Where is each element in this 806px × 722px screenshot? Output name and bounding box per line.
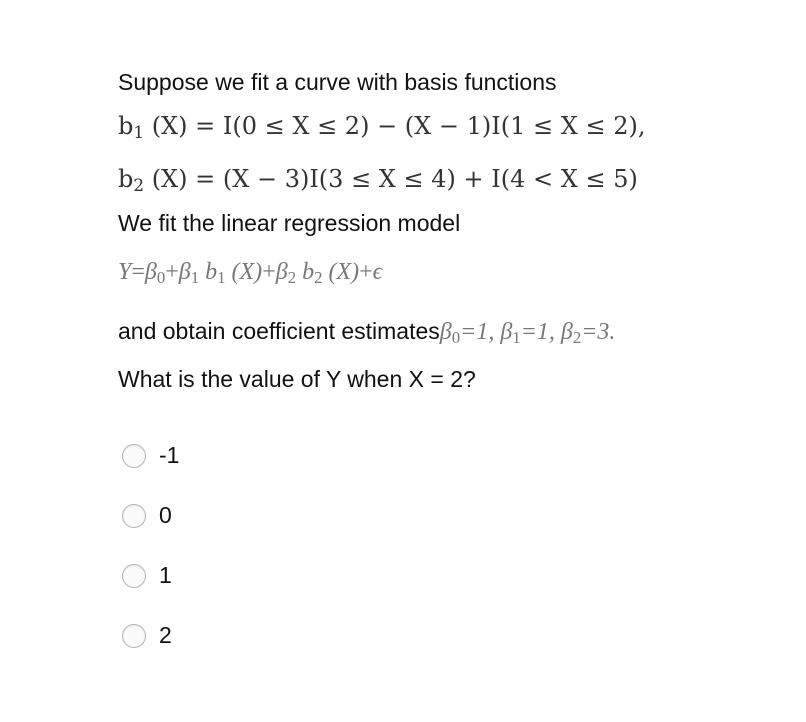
answer-option-label: 2 xyxy=(159,622,172,648)
answer-option[interactable] xyxy=(122,442,179,469)
answer-option-label: -1 xyxy=(159,442,180,468)
b2-expression: (X) = (X − 3)I(3 ≤ X ≤ 4) + I(4 < X ≤ 5) xyxy=(144,165,638,193)
radio-button[interactable] xyxy=(122,564,146,588)
b1-name: b xyxy=(118,112,134,140)
question-prompt: What is the value of Y when X = 2? xyxy=(118,366,476,392)
radio-button[interactable] xyxy=(122,504,146,528)
question-intro: Suppose we fit a curve with basis functions xyxy=(118,69,557,95)
regression-model-formula: $Y=\beta_0+\beta_1$ $b_1$ $(X)+\beta_2$ $b_2$ (X)+ϵ xyxy=(118,259,383,288)
estimates-text: and obtain coefficient estimates xyxy=(118,318,440,344)
radio-button[interactable] xyxy=(122,444,146,468)
b1-subscript: 1 xyxy=(133,122,145,143)
answer-option[interactable] xyxy=(122,622,172,649)
coefficient-estimates: $\beta_0=1$, $\beta_1=1$, $\beta_2=3$. xyxy=(439,319,616,348)
answer-option-label: 1 xyxy=(159,562,172,588)
b1-expression: (X) = I(0 ≤ X ≤ 2) − (X − 1)I(1 ≤ X ≤ 2), xyxy=(144,112,646,140)
b2-subscript: 2 xyxy=(133,175,145,196)
b2-name: b xyxy=(118,165,134,193)
answer-option[interactable] xyxy=(122,502,172,529)
radio-button[interactable] xyxy=(122,624,146,648)
basis-function-b2 xyxy=(118,165,638,196)
answer-option-label: 0 xyxy=(159,502,172,528)
answer-option[interactable] xyxy=(122,562,172,589)
basis-function-b1 xyxy=(118,112,646,143)
model-intro: We fit the linear regression model xyxy=(118,210,461,236)
estimates-line xyxy=(118,318,615,346)
